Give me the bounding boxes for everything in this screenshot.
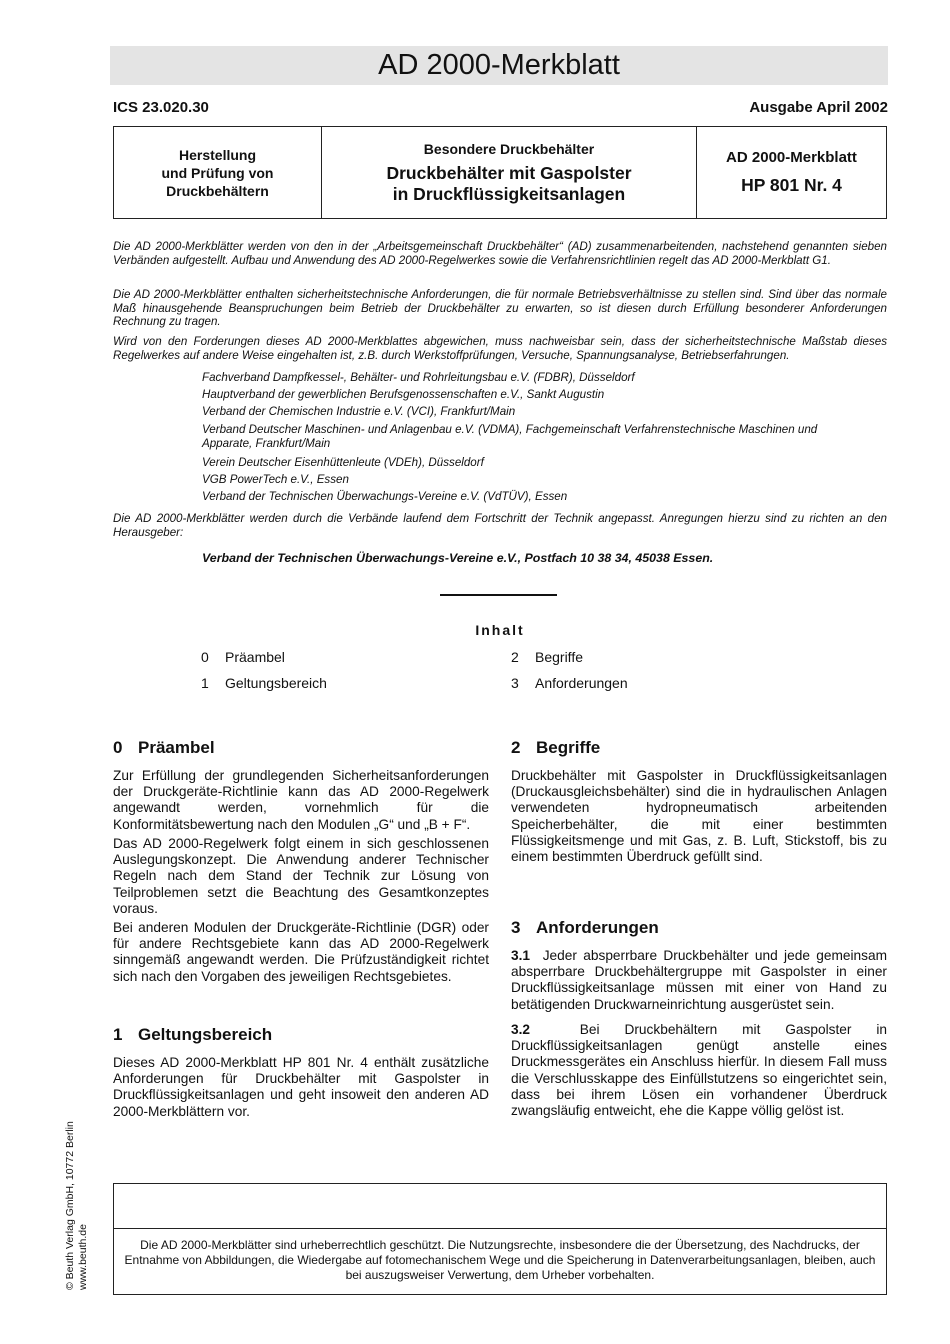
section-title: Anforderungen (536, 918, 659, 937)
toc-item (201, 675, 327, 691)
toc-item-label: Begriffe (535, 649, 583, 665)
header-title-cell (322, 127, 697, 218)
body-paragraph: Dieses AD 2000-Merkblatt HP 801 Nr. 4 enthält zusätzliche Anforderungen für Druckbehälter mit Gaspolster in Druckflüssigkeitsanlagen und geht insoweit den anderen AD 2000-Merkblättern vor. (113, 1055, 489, 1119)
body-paragraph: Druckbehälter mit Gaspolster in Druckflüssigkeitsanlagen (Druckausgleichsbehälter) sind die in hydraulischen Anlagen verwendeten hydropneumatisch arbeitenden Speicherbehälter, die mit einer bestimmten Flüssigkeitsmenge und mit Gas, z. B. Luft, Stickstoff, bis zu einem bestimmten Überdruck gefüllt sind. (511, 768, 887, 865)
document-title (386, 163, 631, 205)
section-number: 3 (511, 918, 521, 937)
section-title: Präambel (138, 738, 215, 757)
toc-title: Inhalt (475, 622, 525, 638)
body-paragraph (511, 1022, 887, 1119)
toc-item-number: 0 (201, 649, 209, 665)
side-copyright (64, 1121, 90, 1290)
body-paragraph (511, 948, 887, 1013)
toc-item (511, 649, 583, 665)
body-paragraph: Zur Erfüllung der grundlegenden Sicherheitsanforderungen der Druckgeräte-Richtlinie kann das AD 2000-Regelwerk angewandt werden, vornehmlich für die Konformitätsbewertung nach den Modulen „G“ und „B + F“. (113, 768, 489, 832)
footer-divider (114, 1228, 886, 1229)
toc-item-label: Geltungsbereich (225, 675, 327, 691)
association-item: Verband Deutscher Maschinen- und Anlagenbau e.V. (VDMA), Fachgemeinschaft Verfahrenstechnische Maschinen und Apparate, Frankfurt/Main (202, 423, 818, 450)
clause-text: Jeder absperrbare Druckbehälter und jede gemeinsam absperrbare Druckbehältergruppe mit Gaspolster in einer Druckflüssigkeitsanlage müssen mit einer von Hand zu betätigenden Druckwarneinrichtung ausgerüstet sein. (511, 948, 888, 1012)
association-item: Verband der Chemischen Industrie e.V. (VCI), Frankfurt/Main (202, 405, 516, 418)
section-heading (113, 738, 215, 758)
header-category-line: Druckbehältern (166, 182, 269, 199)
header-code: HP 801 Nr. 4 (741, 175, 842, 195)
edition-date: Ausgabe April 2002 (749, 99, 888, 116)
footer-box (113, 1183, 887, 1295)
document-title-line: Druckbehälter mit Gaspolster (386, 162, 632, 183)
copyright-notice: Die AD 2000-Merkblätter sind urheberrechtlich geschützt. Die Nutzungsrechte, insbesondere die der Übersetzung, des Nachdrucks, der Entnahme von Abbildungen, die Wiedergabe auf fotomechanischem Wege und die Speicherung in Datenverarbeitungsanlagen, bleiben, auch bei auszugsweiser Verwertung, dem Urheber vorbehalten. (124, 1238, 876, 1282)
toc-item-number: 3 (511, 675, 519, 691)
ics-code: ICS 23.020.30 (113, 99, 209, 116)
toc-item-label: Präambel (225, 649, 285, 665)
association-item: VGB PowerTech e.V., Essen (202, 473, 349, 486)
section-title: Begriffe (536, 738, 601, 757)
body-paragraph: Das AD 2000-Regelwerk folgt einem in sich geschlossenen Auslegungskonzept. Die Anwendung anderer Technischer Regeln nach dem Stand der Technik zur Lösung von Teilproblemen setzt die Beachtung des Gesamtkonzeptes voraus. (113, 836, 489, 916)
toc-item (511, 675, 628, 691)
header-category (114, 127, 322, 218)
association-item: Hauptverband der gewerblichen Berufsgenossenschaften e.V., Sankt Augustin (202, 388, 605, 401)
association-item: Fachverband Dampfkessel-, Behälter- und Rohrleitungsbau e.V. (FDBR), Düsseldorf (202, 371, 635, 384)
toc-item-number: 2 (511, 649, 519, 665)
clause-text: Bei Druckbehältern mit Gaspolster in Druckflüssigkeitsanlagen genügt anstelle eines Druckmessgerätes ein Anschluss hierfür. In diesem Fall muss die Verschlusskappe des Einfüllstutzens so eingerichtet sein, dass bei ihrem Lösen ein vorhandener Überdruck zwangsläufig entweicht, ehe die Kappe völlig gelöst ist. (511, 1022, 887, 1119)
association-item: Verband der Technischen Überwachungs-Vereine e.V. (VdTÜV), Essen (202, 490, 568, 503)
document-title-line: in Druckflüssigkeitsanlagen (392, 183, 626, 204)
progress-note: Die AD 2000-Merkblätter werden durch die Verbände laufend dem Fortschritt der Technik angepasst. Anregungen hierzu sind zu richten an den Herausgeber: (113, 512, 887, 539)
clause-number: 3.2 (511, 1022, 531, 1037)
publisher-address: Verband der Technischen Überwachungs-Vereine e.V., Postfach 10 38 34, 45038 Essen. (202, 551, 714, 565)
clause-number: 3.1 (511, 948, 531, 963)
association-item: Verein Deutscher Eisenhüttenleute (VDEh), Düsseldorf (202, 456, 484, 469)
divider (440, 594, 557, 596)
section-number: 0 (113, 738, 123, 757)
section-number: 1 (113, 1025, 123, 1044)
header-code-cell (697, 127, 886, 218)
section-heading (113, 1025, 272, 1045)
section-heading (511, 918, 659, 938)
section-number: 2 (511, 738, 521, 757)
body-paragraph: Bei anderen Modulen der Druckgeräte-Richtlinie (DGR) oder für andere Rechtsgebiete kann das AD 2000-Regelwerk sinngemäß angewandt werden. Die Prüfzuständigkeit richtet sich nach den Vorgaben des jeweiligen Rechtsgebietes. (113, 920, 489, 984)
side-copyright-line: © Beuth Verlag GmbH, 10772 Berlin (64, 1121, 76, 1290)
header-series: AD 2000-Merkblatt (726, 149, 857, 166)
intro-paragraph: Wird von den Forderungen dieses AD 2000-Merkblattes abgewichen, muss nachweisbar sein, dass der sicherheitstechnische Maßstab dieses Regelwerkes auf andere Weise eingehalten ist, z.B. durch Werkstoffprüfungen, Versuche, Spannungsanalyse, Betriebserfahrungen. (113, 335, 887, 362)
intro-paragraph: Die AD 2000-Merkblätter enthalten sicherheitstechnische Anforderungen, die für normale Betriebsverhältnisse zu stellen sind. Sind über das normale Maß hinausgehende Beanspruchungen beim Betrieb der Druckbehälter zu erwarten, so ist diesen durch Erfüllung besonderer Anforderungen Rechnung zu tragen. (113, 288, 887, 329)
header-subtitle: Besondere Druckbehälter (423, 140, 595, 157)
document-banner: AD 2000-Merkblatt (110, 46, 888, 85)
toc-item (201, 649, 285, 665)
header-category-line: Herstellung (178, 146, 256, 163)
intro-paragraph: Die AD 2000-Merkblätter werden von den in der „Arbeitsgemeinschaft Druckbehälter“ (AD) zusammenarbeitenden, nachstehend genannten sieben Verbänden aufgestellt. Aufbau und Anwendung des AD 2000-Regelwerkes sowie die Verfahrensrichtlinien regelt das AD 2000-Merkblatt G1. (113, 240, 887, 267)
section-title: Geltungsbereich (138, 1025, 273, 1044)
header-box (113, 126, 887, 219)
toc-item-label: Anforderungen (535, 675, 628, 691)
toc-item-number: 1 (201, 675, 209, 691)
section-heading (511, 738, 600, 758)
header-category-line: und Prüfung von (161, 164, 274, 181)
side-copyright-url: www.beuth.de (77, 1224, 89, 1290)
